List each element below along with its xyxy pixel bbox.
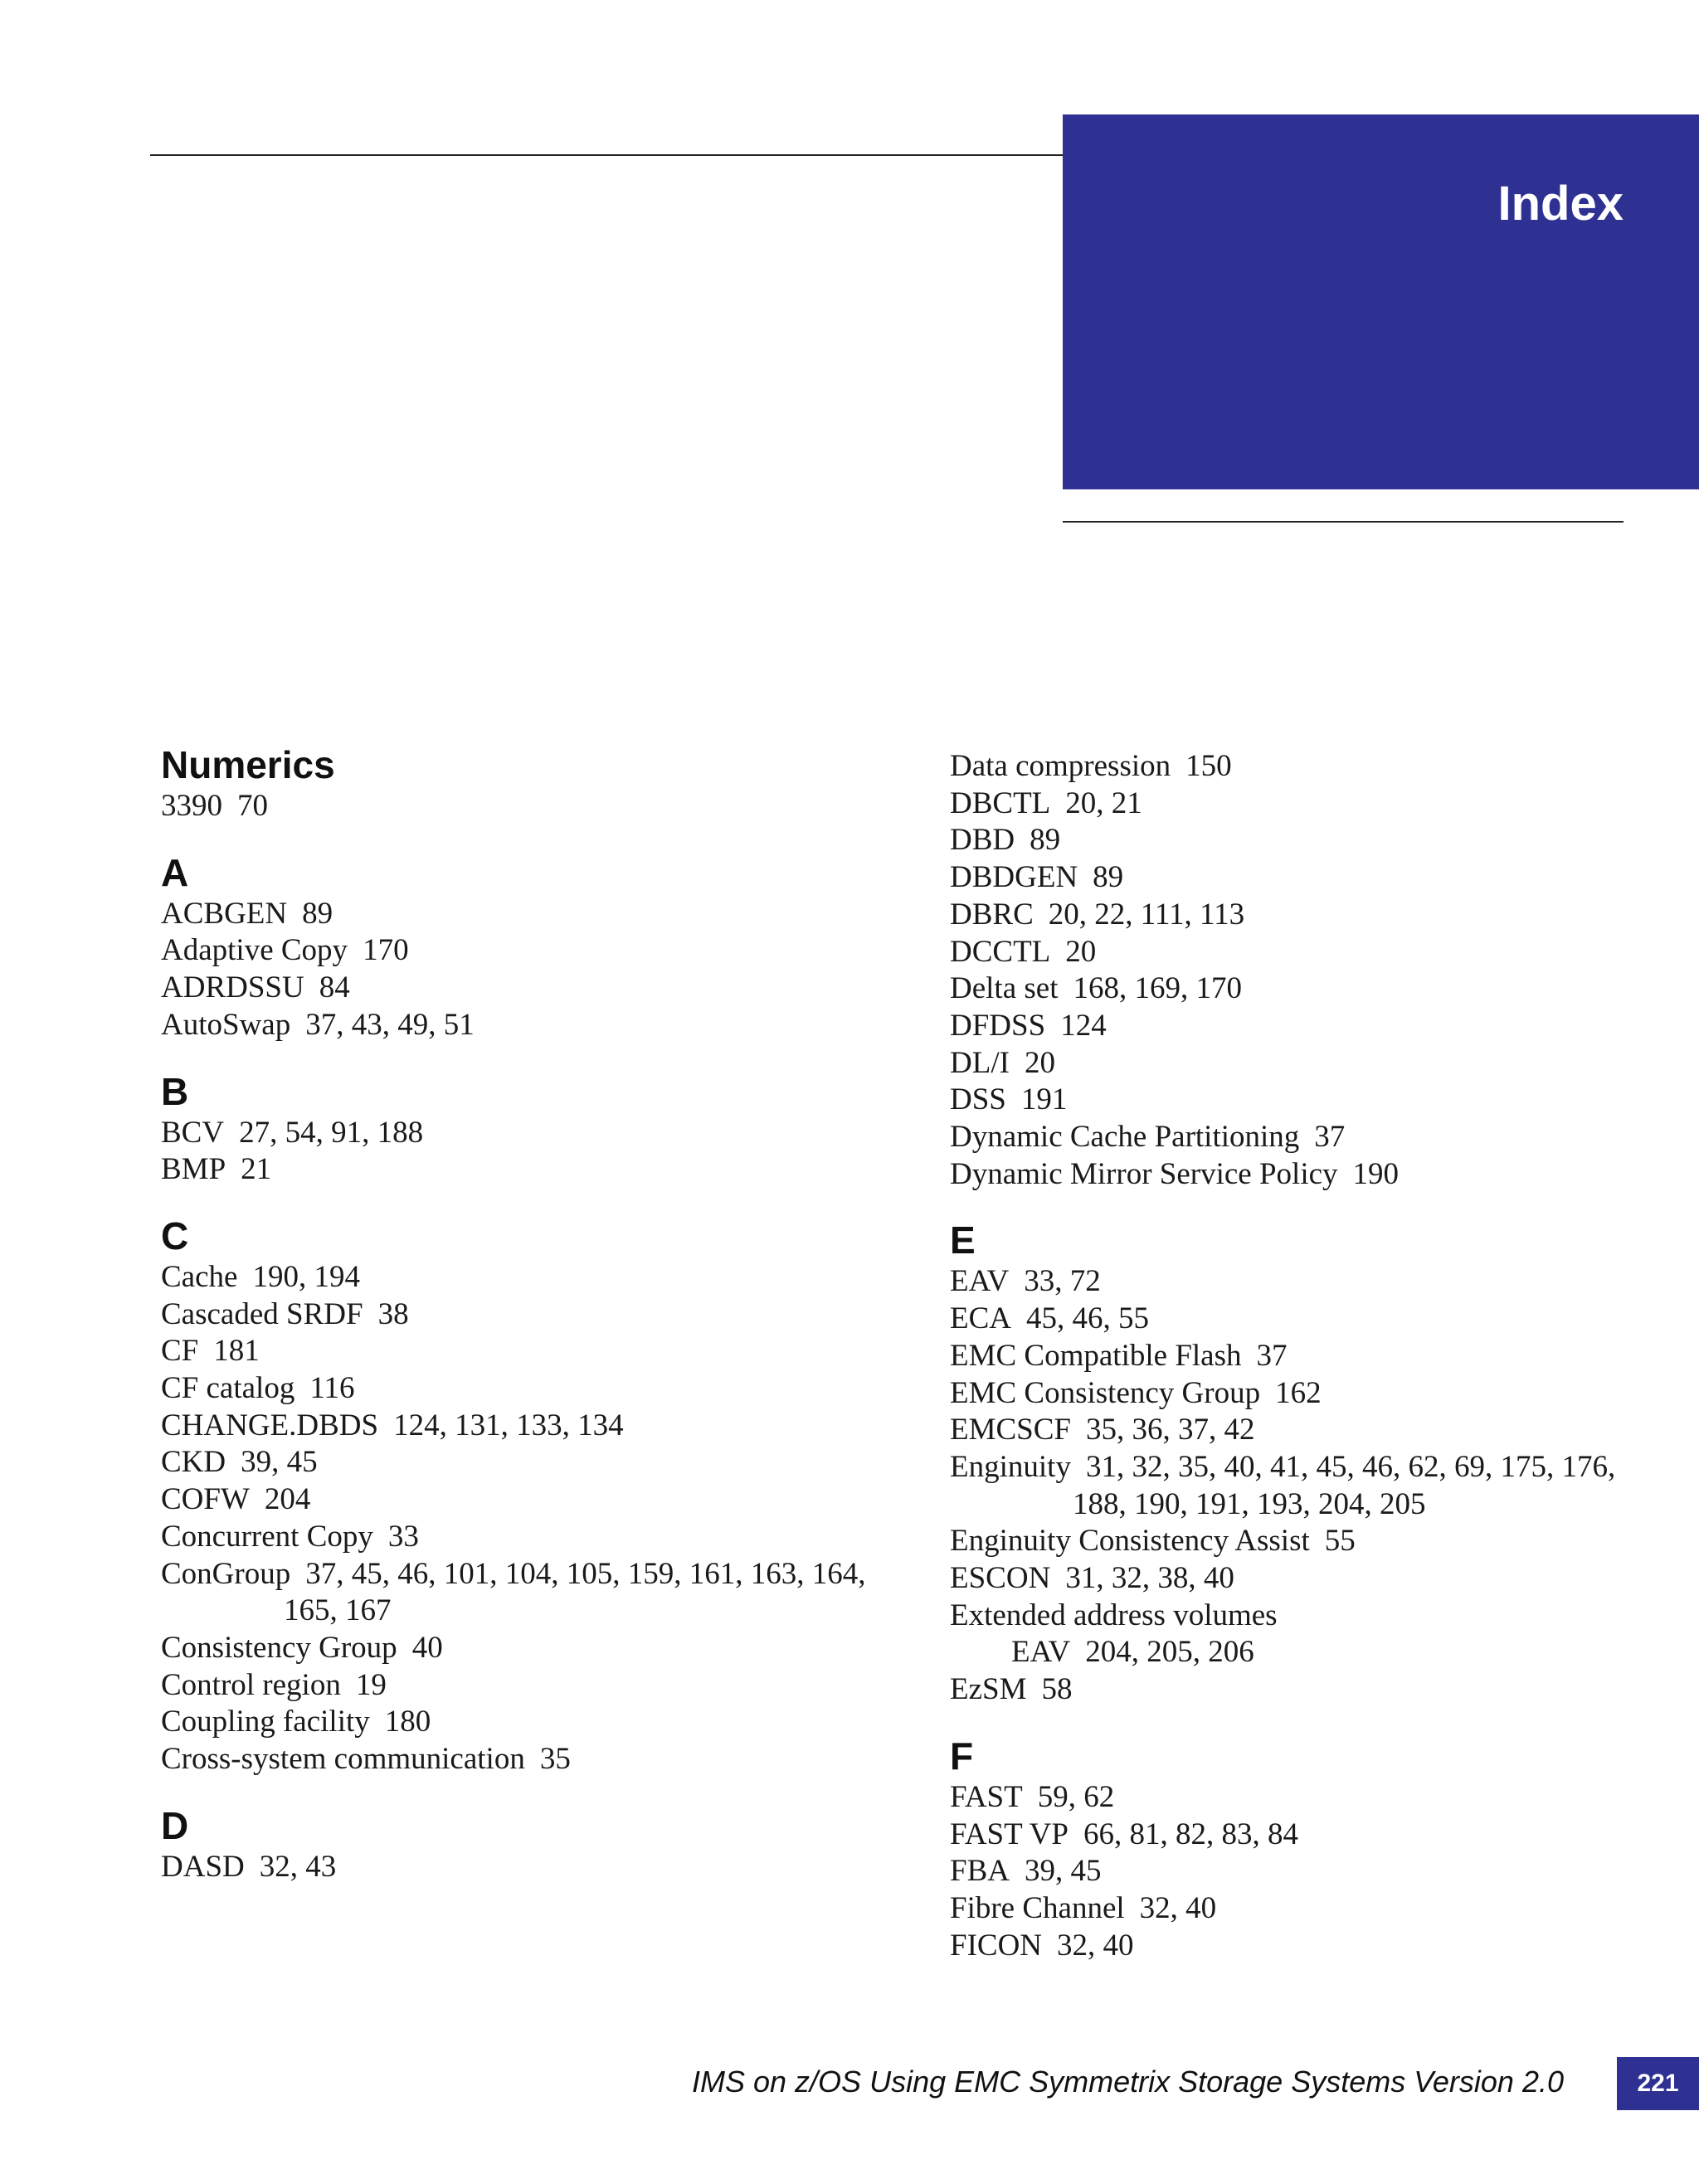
index-page-refs: 84 xyxy=(319,970,350,1005)
title-underline-rule xyxy=(1063,521,1624,523)
index-entry xyxy=(161,1630,891,1667)
index-term: Cache xyxy=(161,1259,238,1294)
index-term: Cross-system communication xyxy=(161,1742,525,1777)
index-section xyxy=(950,1733,1638,1965)
index-page-refs: 170 xyxy=(363,933,409,968)
index-section xyxy=(161,849,891,1044)
index-page-refs: 20, 22, 111, 113 xyxy=(1048,897,1245,931)
index-entry xyxy=(161,1151,891,1189)
index-term: EMC Compatible Flash xyxy=(950,1338,1242,1373)
index-page-refs: 59, 62 xyxy=(1037,1779,1115,1814)
index-entry xyxy=(950,1671,1638,1709)
index-page-refs: 19 xyxy=(355,1667,387,1702)
index-entry xyxy=(161,970,891,1007)
index-page-refs: 181 xyxy=(213,1334,260,1369)
index-page-refs: 27, 54, 91, 188 xyxy=(239,1115,424,1150)
index-entry xyxy=(161,1370,891,1408)
index-term: FAST xyxy=(950,1779,1023,1814)
index-entry xyxy=(161,788,891,825)
index-page-refs: 89 xyxy=(302,896,333,931)
index-entry xyxy=(950,1560,1638,1598)
index-page-refs: 37, 45, 46, 101, 104, 105, 159, 161, 163, 164, 165, 167 xyxy=(284,1556,866,1628)
index-page-refs: 39, 45 xyxy=(241,1445,318,1480)
index-page-refs: 150 xyxy=(1185,749,1232,783)
index-entry xyxy=(950,1301,1638,1338)
index-page-refs: 37, 43, 49, 51 xyxy=(305,1007,475,1042)
index-page-refs: 45, 46, 55 xyxy=(1026,1301,1149,1336)
index-entry xyxy=(950,786,1638,823)
index-column-left xyxy=(161,742,891,1909)
index-term: 3390 xyxy=(161,789,222,823)
index-section xyxy=(950,748,1638,1193)
index-page-refs: 20, 21 xyxy=(1065,786,1142,820)
index-page-refs: 35 xyxy=(539,1742,571,1777)
section-heading: F xyxy=(950,1734,974,1778)
index-page-refs: 116 xyxy=(309,1371,355,1406)
index-term: ADRDSSU xyxy=(161,970,304,1005)
index-term: Enginuity Consistency Assist xyxy=(950,1524,1310,1559)
index-page-refs: 20 xyxy=(1065,934,1097,969)
index-entry xyxy=(161,1444,891,1481)
index-term: COFW xyxy=(161,1482,250,1517)
index-term: Dynamic Mirror Service Policy xyxy=(950,1156,1338,1191)
index-term: ACBGEN xyxy=(161,896,288,931)
index-entry xyxy=(950,1817,1638,1854)
index-page-refs: 21 xyxy=(241,1152,272,1187)
index-term: Dynamic Cache Partitioning xyxy=(950,1120,1300,1155)
index-section xyxy=(161,1802,891,1886)
index-term: DBD xyxy=(950,823,1015,858)
index-term: EMC Consistency Group xyxy=(950,1375,1261,1410)
index-entry xyxy=(161,1259,891,1296)
index-page-refs: 204, 205, 206 xyxy=(1085,1635,1254,1670)
index-page-refs: 33, 72 xyxy=(1024,1264,1101,1299)
index-term: Adaptive Copy xyxy=(161,933,348,968)
index-term: Delta set xyxy=(950,971,1059,1006)
index-term: Fibre Channel xyxy=(950,1890,1125,1925)
index-entry xyxy=(161,896,891,933)
index-entry xyxy=(950,1890,1638,1928)
index-page-refs: 124, 131, 133, 134 xyxy=(393,1408,624,1442)
index-entry xyxy=(950,1156,1638,1194)
index-entry xyxy=(161,1007,891,1044)
index-term: BMP xyxy=(161,1152,226,1187)
index-entry xyxy=(950,1449,1638,1523)
index-term: DBCTL xyxy=(950,786,1051,820)
index-entry xyxy=(161,1849,891,1886)
index-entry xyxy=(950,1008,1638,1045)
section-heading: D xyxy=(161,1803,189,1847)
index-entry xyxy=(950,1263,1638,1301)
index-entry xyxy=(950,934,1638,971)
section-heading: A xyxy=(161,850,189,894)
index-page-refs: 37 xyxy=(1314,1120,1346,1155)
index-page-refs: 204 xyxy=(264,1482,311,1517)
index-term: ConGroup xyxy=(161,1556,291,1591)
index-term: Data compression xyxy=(950,749,1171,783)
index-term: DASD xyxy=(161,1849,245,1884)
index-entry xyxy=(950,1598,1638,1635)
section-heading: C xyxy=(161,1214,189,1257)
index-page-refs: 35, 36, 37, 42 xyxy=(1086,1413,1255,1447)
index-term: FAST VP xyxy=(950,1817,1069,1851)
index-entry xyxy=(161,1519,891,1556)
index-page-refs: 40 xyxy=(411,1630,443,1665)
page-number-badge: 221 xyxy=(1617,2057,1699,2110)
index-entry xyxy=(161,1741,891,1778)
index-entry xyxy=(161,1667,891,1705)
index-term: DBRC xyxy=(950,897,1034,931)
index-subentry xyxy=(950,1634,1638,1671)
index-entry xyxy=(950,822,1638,859)
index-page-refs: 31, 32, 35, 40, 41, 45, 46, 62, 69, 175, 176, 188, 190, 191, 193, 204, 205 xyxy=(1073,1449,1616,1521)
index-page-refs: 180 xyxy=(384,1705,431,1739)
index-term: DFDSS xyxy=(950,1008,1046,1043)
index-term: Concurrent Copy xyxy=(161,1519,373,1554)
index-page-refs: 190, 194 xyxy=(252,1259,360,1294)
index-term: CF xyxy=(161,1334,199,1369)
index-page-refs: 31, 32, 38, 40 xyxy=(1065,1561,1234,1596)
index-term: Enginuity xyxy=(950,1449,1071,1484)
index-column-right xyxy=(950,748,1638,1988)
index-entry xyxy=(950,1045,1638,1082)
index-term: EzSM xyxy=(950,1672,1027,1707)
index-page-refs: 39, 45 xyxy=(1024,1854,1102,1889)
index-page-refs: 32, 40 xyxy=(1139,1890,1217,1925)
index-entry xyxy=(950,1928,1638,1965)
index-page-refs: 55 xyxy=(1324,1524,1356,1559)
index-entry xyxy=(161,1481,891,1519)
index-term: EAV xyxy=(950,1264,1010,1299)
index-page-refs: 32, 40 xyxy=(1057,1928,1134,1963)
title-banner xyxy=(1063,114,1699,489)
index-entry xyxy=(950,1375,1638,1413)
index-entry xyxy=(950,970,1638,1008)
index-entry xyxy=(161,1556,891,1630)
index-entry xyxy=(950,1779,1638,1817)
index-term: CF catalog xyxy=(161,1371,295,1406)
index-entry xyxy=(161,1333,891,1370)
index-term: DBDGEN xyxy=(950,860,1078,895)
index-page-refs: 89 xyxy=(1030,823,1061,858)
index-term: ESCON xyxy=(950,1561,1051,1596)
index-page-refs: 58 xyxy=(1041,1672,1073,1707)
index-term: Extended address volumes xyxy=(950,1598,1278,1632)
index-term: CHANGE.DBDS xyxy=(161,1408,379,1442)
index-term: ECA xyxy=(950,1301,1011,1336)
section-heading: E xyxy=(950,1218,976,1262)
index-term: EMCSCF xyxy=(950,1413,1072,1447)
index-entry xyxy=(161,1408,891,1445)
index-entry xyxy=(161,1115,891,1152)
section-heading: Numerics xyxy=(161,743,335,786)
index-entry xyxy=(950,1082,1638,1119)
index-page-refs: 124 xyxy=(1060,1008,1107,1043)
index-section xyxy=(161,1213,891,1778)
index-term: FICON xyxy=(950,1928,1043,1963)
index-term: DSS xyxy=(950,1082,1006,1117)
index-term: BCV xyxy=(161,1115,225,1150)
index-page-refs: 38 xyxy=(377,1296,409,1331)
index-term: EAV xyxy=(1011,1635,1071,1670)
index-entry xyxy=(950,1338,1638,1375)
index-entry xyxy=(950,1412,1638,1449)
index-term: CKD xyxy=(161,1445,226,1480)
index-entry xyxy=(161,1704,891,1741)
index-page-refs: 89 xyxy=(1093,860,1124,895)
index-page-refs: 162 xyxy=(1275,1375,1322,1410)
index-page-refs: 191 xyxy=(1020,1082,1068,1117)
index-page-refs: 168, 169, 170 xyxy=(1073,971,1242,1006)
index-term: Coupling facility xyxy=(161,1705,370,1739)
index-page-refs: 33 xyxy=(387,1519,419,1554)
index-term: AutoSwap xyxy=(161,1007,291,1042)
index-section xyxy=(950,1217,1638,1708)
index-page-refs: 20 xyxy=(1024,1045,1055,1080)
index-term: FBA xyxy=(950,1854,1010,1889)
index-entry xyxy=(161,932,891,970)
index-page-refs: 32, 43 xyxy=(259,1849,337,1884)
index-term: DCCTL xyxy=(950,934,1051,969)
index-page-refs: 66, 81, 82, 83, 84 xyxy=(1083,1817,1298,1851)
index-page-refs: 190 xyxy=(1352,1156,1400,1191)
index-section xyxy=(161,1068,891,1189)
index-entry xyxy=(161,1296,891,1334)
index-term: Control region xyxy=(161,1667,341,1702)
index-entry xyxy=(950,1523,1638,1560)
index-term: Cascaded SRDF xyxy=(161,1296,363,1331)
index-entry xyxy=(950,859,1638,897)
index-entry xyxy=(950,748,1638,786)
page-title: Index xyxy=(1497,177,1624,231)
index-entry xyxy=(950,1119,1638,1156)
index-term: Consistency Group xyxy=(161,1630,397,1665)
index-page-refs: 37 xyxy=(1256,1338,1288,1373)
footer-book-title: IMS on z/OS Using EMC Symmetrix Storage Systems Version 2.0 xyxy=(692,2065,1564,2099)
index-entry xyxy=(950,897,1638,934)
index-term: DL/I xyxy=(950,1045,1010,1080)
index-section xyxy=(161,742,891,825)
index-entry xyxy=(950,1853,1638,1890)
section-heading: B xyxy=(161,1069,189,1113)
index-page-refs: 70 xyxy=(237,789,268,823)
